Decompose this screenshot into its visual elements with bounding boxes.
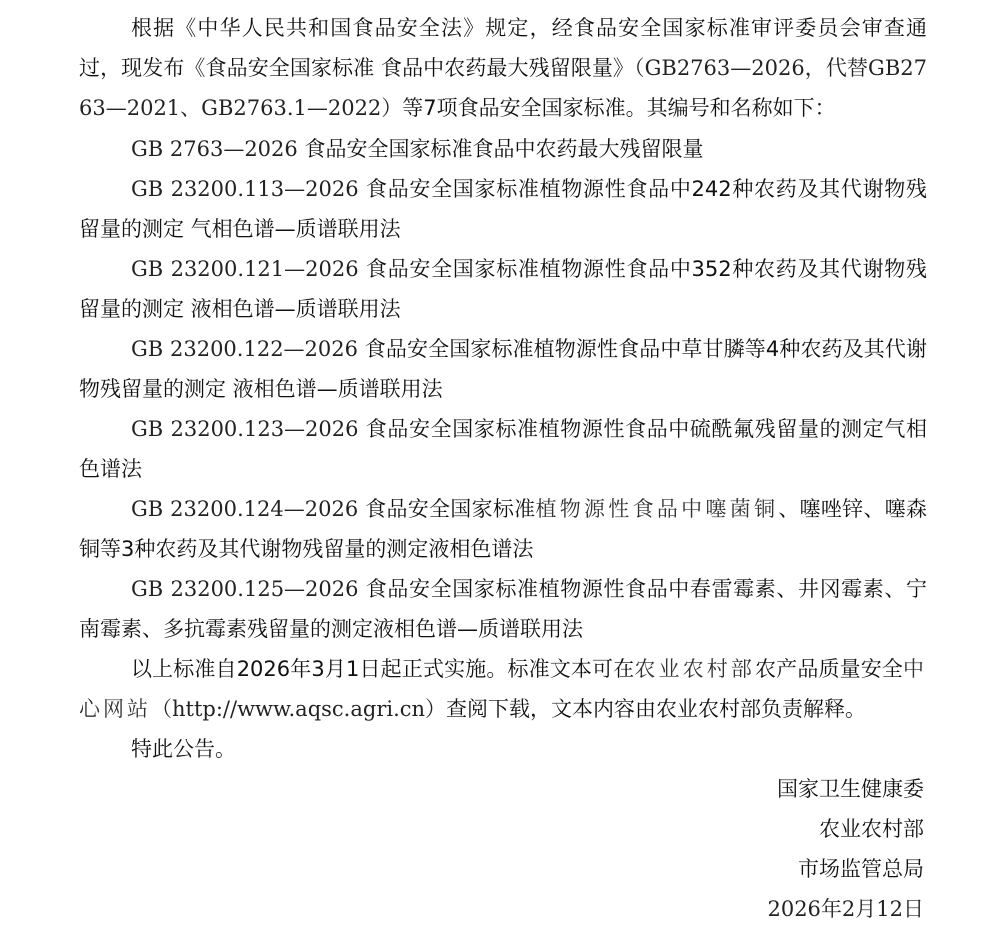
- standard-title: 食品安全国家标准植物源性食品中春雷霉素、井冈霉素、宁南霉素、多抗霉素残留量的测定液相色谱—质谱联用法: [79, 577, 927, 641]
- standard-title: 食品安全国家标准植物源性食品中242种农药及其代谢物残留量的测定 气相色谱—质谱联用法: [79, 177, 927, 241]
- standard-code: GB 23200.124—2026: [131, 497, 359, 521]
- standard-title: 食品安全国家标准植物源性食品中草甘膦等4种农药及其代谢物残留量的测定 液相色谱—质谱联用法: [79, 337, 927, 401]
- website-url: （http://www.aqsc.agri.cn）: [151, 697, 447, 721]
- signature-org-2: 农业农村部: [819, 817, 924, 841]
- standard-item-3: [79, 249, 927, 329]
- effective-text-f: 查阅下载，文本内容由农业农村部负责解释。: [446, 697, 867, 721]
- standard-item-5: [79, 409, 927, 489]
- center-website-text: 中心网站: [79, 657, 928, 721]
- effective-text-a: 以上标准自2026年3月1日起正式实施。标准文本可在: [131, 657, 635, 681]
- standard-title: 食品安全国家标准植物源性食品中352种农药及其代谢物残留量的测定 液相色谱—质谱联用法: [79, 257, 927, 321]
- standard-item-7: [79, 569, 927, 649]
- standard-code: GB 23200.123—2026: [131, 417, 359, 441]
- closing-paragraph: [79, 729, 927, 769]
- intro-text-c: 等7项食品安全国家标准。其编号和名称如下：: [402, 96, 836, 120]
- ministry-name: 农业农村部: [634, 657, 756, 681]
- effective-paragraph: [79, 649, 927, 729]
- standard-code: GB 23200.122—2026: [131, 337, 358, 361]
- signature-org-1: 国家卫生健康委: [777, 777, 924, 801]
- standard-item-6: [79, 489, 927, 569]
- signature-date: 2026年2月12日: [767, 897, 924, 921]
- standard-code: GB 23200.121—2026: [131, 257, 359, 281]
- standard-item-1: [79, 129, 927, 169]
- standard-item-2: [79, 169, 927, 249]
- intro-paragraph: [79, 8, 927, 128]
- standard-title-a: 食品安全国家标准: [365, 497, 536, 521]
- standard-title: 食品安全国家标准食品中农药最大残留限量: [304, 137, 704, 161]
- standard-code: GB 23200.125—2026: [131, 577, 359, 601]
- signature-org-3: 市场监管总局: [798, 857, 924, 881]
- intro-text-b: （GB2763—2026，代替GB2763—2021、GB2763.1—2022）: [79, 56, 927, 120]
- standard-title-c: 、噻唑锌、噻森铜等3种农药及其代谢物残留量的测定液相色谱法: [79, 497, 928, 561]
- standard-code: GB 2763—2026: [131, 137, 298, 161]
- effective-text-c: 农产品质量安全: [755, 657, 904, 681]
- standard-item-4: [79, 329, 927, 409]
- closing-text: 特此公告。: [131, 737, 236, 761]
- standard-title: 食品安全国家标准植物源性食品中硫酰氟残留量的测定气相色谱法: [79, 417, 927, 481]
- intro-text-a: 根据《中华人民共和国食品安全法》规定，经食品安全国家标准审评委员会审查通过，现发布《食品安全国家标准 食品中农药最大残留限量》: [79, 16, 927, 80]
- standard-code: GB 23200.113—2026: [131, 177, 359, 201]
- standard-title-b: 植物源性食品中噻菌铜: [535, 497, 779, 521]
